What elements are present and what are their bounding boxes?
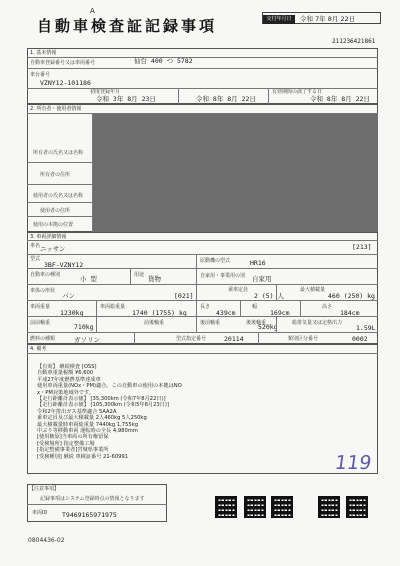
body-shape-value: バン [62,292,75,300]
expiry-value: 令和 8年 8月 22日 [310,95,370,103]
remark-line: 乗車定員及び最大積載量 2人460kg 5人250kg [37,415,147,422]
fuel-value: ガソリン [74,336,100,344]
rear-axle-label: 後後軸重 [246,320,267,326]
redacted-owner-info [93,114,378,232]
rear-axle-value: 520kg [258,323,278,331]
divider [27,332,378,333]
remark-line: 令和2年排出ガス基準適合 5AA2A [37,408,117,415]
engine-value: HR16 [250,259,266,267]
divider [27,504,167,505]
qr-code-icon [244,496,266,518]
divider [178,88,179,104]
vehicle-id-value: T9469165971975 [62,511,117,519]
width-label: 幅 [252,304,258,310]
notice-heading: 【注意事項】 [29,486,60,492]
remark-line: 最大積載量時車両総重量 7440kg 1,755kg [37,421,139,428]
section-heading: 3. 車両詳細情報 [30,234,67,240]
rear-front-axle-label: 後前軸重 [200,320,221,326]
body-shape-label: 車体の形状 [30,288,56,294]
engine-label: 原動機の型式 [200,258,231,264]
category-label: 類別区分番号 [288,336,319,342]
divider [27,88,378,89]
qr-code-icon [346,496,368,518]
gross-weight-value: 1740 (1755) kg [132,309,187,317]
remark-line: 【有効】 継続検査 [OSS] [37,364,97,370]
remark-line: [使用権原]当車両の所有権留保 [37,434,109,441]
displacement-value: 1.59L [356,324,376,332]
issue-date-label: 交付年月日 [263,15,295,24]
divider [27,57,378,58]
remark-line: [受検場所] 指定整備工場 [37,440,95,447]
divider [276,316,277,332]
front-axle-value: 710kg [74,323,94,331]
owner-name-label: 所有者の氏名又は名称 [33,150,84,156]
section-heading: 1. 基本情報 [30,50,57,56]
divider [27,240,378,241]
gross-weight-label: 車両総重量 [100,304,126,310]
height-value: 184cm [340,309,360,317]
remark-line: [受検種別] 継続 車検証番号 21-60991 [37,453,129,460]
width-value: 169cm [270,309,290,317]
handwritten-number: 119 [333,452,373,474]
remark-line: 【走行距離計表示値】 [35,300km (令和7年8月22日)] [37,396,166,403]
qr-code-icon [271,496,293,518]
registration-value: 仙台 400 つ 5782 [134,57,193,65]
cert-number-value: 20114 [224,335,244,343]
capacity-value: 2 (5) 人 [254,292,284,300]
model-label: 型式 [30,256,41,262]
divider [196,254,197,268]
qr-code-icon [215,496,237,518]
model-value: 3BF-VZNY12 [44,261,84,269]
notice-text: 記録事項はシステム登録時点の情報となります [40,496,145,502]
user-address-label: 使用者の住所 [40,208,71,214]
divider [130,268,131,284]
document-number: 211236421861 [332,38,376,45]
capacity-label: 乗車定員 [228,287,249,293]
divider [27,316,378,317]
max-load-value: 460 (250) kg [328,292,375,300]
divider [27,284,378,285]
registration-label: 自動車登録番号又は車両番号 [30,60,96,66]
front-axle-label: 前前軸重 [30,320,51,326]
use-value: 貨物 [148,275,161,283]
max-load-label: 最大積載量 [300,287,326,293]
maker-label: 車名 [30,243,41,249]
owner-address-label: 所有者の住所 [40,172,71,178]
divider [196,284,197,300]
vehicle-id-label: 車両ID [32,510,48,516]
divider [240,300,241,316]
section-heading: 4. 備考 [30,346,47,352]
divider [27,268,378,269]
first-registration-label: 初度登録年月 [90,89,121,95]
expiry-label: 有効期間の満了する日 [272,89,323,95]
height-label: 高さ [322,304,333,310]
remark-line: 中ぶり等移動車両 運転時の全長 4,980mm [37,428,138,435]
maker-value: ニッサン [40,245,66,253]
remark-line: 平成27年度燃費基準達成車 [37,376,101,383]
fuel-label: 燃料の種類 [30,336,56,342]
expiry-value-left: 令和 8年 8月 22日 [196,95,256,103]
chassis-label: 車台番号 [30,72,51,78]
weight-label: 車両重量 [30,304,51,310]
divider [268,88,269,104]
first-registration-value: 令和 3年 8月 23日 [96,95,156,103]
divider [27,353,378,354]
displacement-label: 総排気量又は定格出力 [292,320,343,326]
remark-line: 【走行距離計表示値】 [105,300km (令和5年8月23日)] [37,402,169,409]
qr-code-icon [318,496,340,518]
remark-line: 使用車両重量(NOx・PM)適合。この自動車の使用の本拠はNO [37,383,182,390]
weight-value: 1230kg [60,309,84,317]
divider [27,254,378,255]
use-label: 用途 [134,272,145,278]
page-title: 自動車検査証記録事項 [37,17,218,35]
section-heading: 2. 所有者・使用者情報 [30,106,82,112]
divider [276,284,277,300]
length-label: 長さ [200,304,211,310]
divider [300,300,301,316]
maker-code: [213] [352,243,372,251]
front-rear-axle-label: 前後軸重 [144,320,165,326]
private-business-value: 自家用 [252,275,272,283]
vehicle-type-value: 小 型 [80,275,97,283]
vehicle-type-label: 自動車の種別 [30,272,61,278]
user-name-label: 使用者の氏名又は名称 [33,193,84,199]
divider [27,68,378,69]
divider [134,332,135,344]
form-mark: A [90,7,95,15]
length-value: 439cm [216,309,236,317]
category-value: 0002 [352,335,368,343]
cert-number-label: 型式指定番号 [176,336,207,342]
remarks-list [37,364,182,460]
remark-line: [指定整備事業者]宮城県事業所 [37,447,109,454]
divider [258,332,259,344]
divider [196,268,197,284]
private-business-label: 自家用・事業用の別 [200,273,246,279]
issue-date-value: 令和 7年 8月 22日 [300,15,356,23]
form-serial: 0804436-02 [28,537,65,544]
remark-line: x・PM対策地域外です。 [37,389,94,396]
remark-line: 自動車重量税額 ¥6,600 [37,370,94,377]
body-shape-code: [021] [174,292,194,300]
divider [27,300,378,301]
base-location-label: 使用の本拠の位置 [33,222,74,228]
chassis-value: VZNY12-101186 [40,79,91,87]
